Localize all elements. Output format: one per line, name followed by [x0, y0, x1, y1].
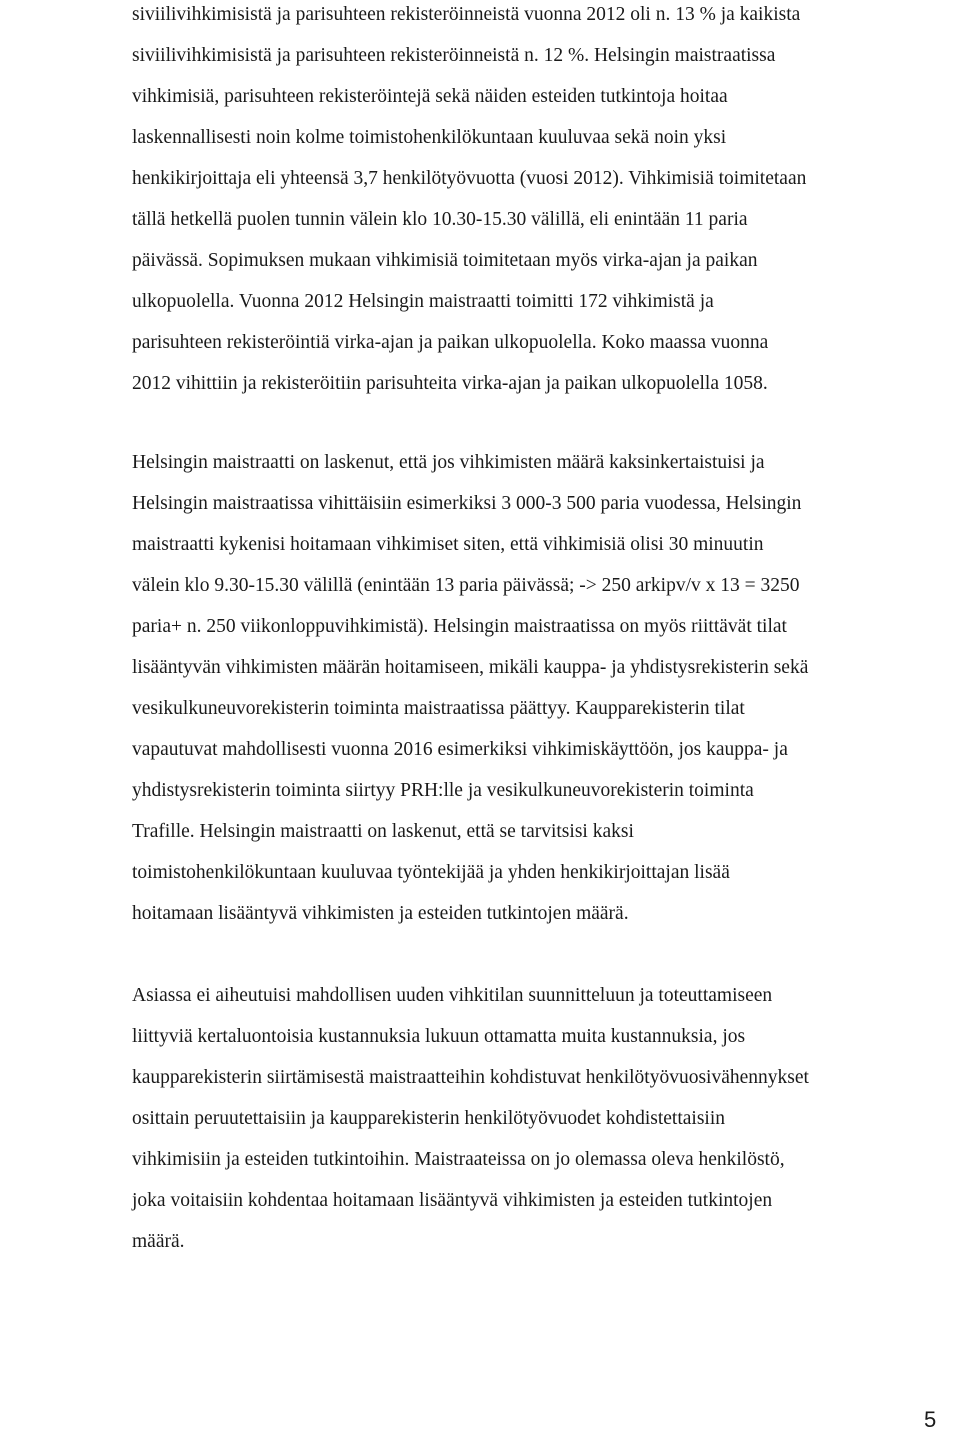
text-line: ulkopuolella. Vuonna 2012 Helsingin maistraatti toimitti 172 vihkimistä ja [132, 291, 714, 312]
text-line: toimistohenkilökuntaan kuuluvaa työntekijää ja yhden henkikirjoittajan lisää [132, 862, 730, 883]
paragraph-3 [132, 975, 944, 1262]
text-line: laskennallisesti noin kolme toimistohenkilökuntaan kuuluvaa sekä noin yksi [132, 127, 727, 148]
text-line: Asiassa ei aiheutuisi mahdollisen uuden vihkitilan suunnitteluun ja toteuttamiseen [132, 985, 773, 1006]
text-line: Helsingin maistraatti on laskenut, että jos vihkimisten määrä kaksinkertaistuisi ja [132, 452, 765, 473]
text-line: yhdistysrekisterin toiminta siirtyy PRH:lle ja vesikulkuneuvorekisterin toiminta [132, 780, 754, 801]
text-line: vihkimisiin ja esteiden tutkintoihin. Maistraateissa on jo olemassa oleva henkilöstö, [132, 1149, 785, 1170]
text-line: parisuhteen rekisteröintiä virka-ajan ja paikan ulkopuolella. Koko maassa vuonna [132, 332, 769, 353]
text-line: kaupparekisterin siirtämisestä maistraatteihin kohdistuvat henkilötyövuosivähennykset [132, 1067, 809, 1088]
text-line: osittain peruutettaisiin ja kaupparekisterin henkilötyövuodet kohdistettaisiin [132, 1108, 726, 1129]
text-line: vihkimisiä, parisuhteen rekisteröintejä sekä näiden esteiden tutkintoja hoitaa [132, 86, 728, 107]
text-line: liittyviä kertaluontoisia kustannuksia lukuun ottamatta muita kustannuksia, jos [132, 1026, 746, 1047]
text-line: Trafille. Helsingin maistraatti on laskenut, että se tarvitsisi kaksi [132, 821, 634, 842]
text-line: joka voitaisiin kohdentaa hoitamaan lisääntyvä vihkimisten ja esteiden tutkintojen [132, 1190, 773, 1211]
text-line: henkikirjoittaja eli yhteensä 3,7 henkilötyövuotta (vuosi 2012). Vihkimisiä toimitetaan [132, 168, 807, 189]
text-line: maistraatti kykenisi hoitamaan vihkimiset siten, että vihkimisiä olisi 30 minuutin [132, 534, 764, 555]
text-line: paria+ n. 250 viikonloppuvihkimistä). Helsingin maistraatissa on myös riittävät tilat [132, 616, 787, 637]
paragraph-1 [132, 0, 944, 404]
text-line: määrä. [132, 1231, 185, 1252]
text-line: 2012 vihittiin ja rekisteröitiin parisuhteita virka-ajan ja paikan ulkopuolella 1058. [132, 373, 768, 394]
text-line: Helsingin maistraatissa vihittäisiin esimerkiksi 3 000-3 500 paria vuodessa, Helsingin [132, 493, 802, 514]
text-line: siviilivihkimisistä ja parisuhteen rekisteröinneistä n. 12 %. Helsingin maistraatissa [132, 45, 776, 66]
text-line: tällä hetkellä puolen tunnin välein klo 10.30-15.30 välillä, eli enintään 11 paria [132, 209, 748, 230]
text-line: lisääntyvän vihkimisten määrän hoitamiseen, mikäli kauppa- ja yhdistysrekisterin sekä [132, 657, 809, 678]
text-line: hoitamaan lisääntyvä vihkimisten ja esteiden tutkintojen määrä. [132, 903, 629, 924]
text-line: välein klo 9.30-15.30 välillä (enintään 13 paria päivässä; -> 250 arkipv/v x 13 = 3250 [132, 575, 800, 596]
text-line: vesikulkuneuvorekisterin toiminta maistraatissa päättyy. Kaupparekisterin tilat [132, 698, 745, 719]
text-line: vapautuvat mahdollisesti vuonna 2016 esimerkiksi vihkimiskäyttöön, jos kauppa- ja [132, 739, 788, 760]
paragraph-2 [132, 442, 944, 934]
page-number: 5 [924, 1407, 937, 1432]
text-line: päivässä. Sopimuksen mukaan vihkimisiä toimitetaan myös virka-ajan ja paikan [132, 250, 758, 271]
text-line: siviilivihkimisistä ja parisuhteen rekisteröinneistä vuonna 2012 oli n. 13 % ja kaikista [132, 4, 801, 25]
